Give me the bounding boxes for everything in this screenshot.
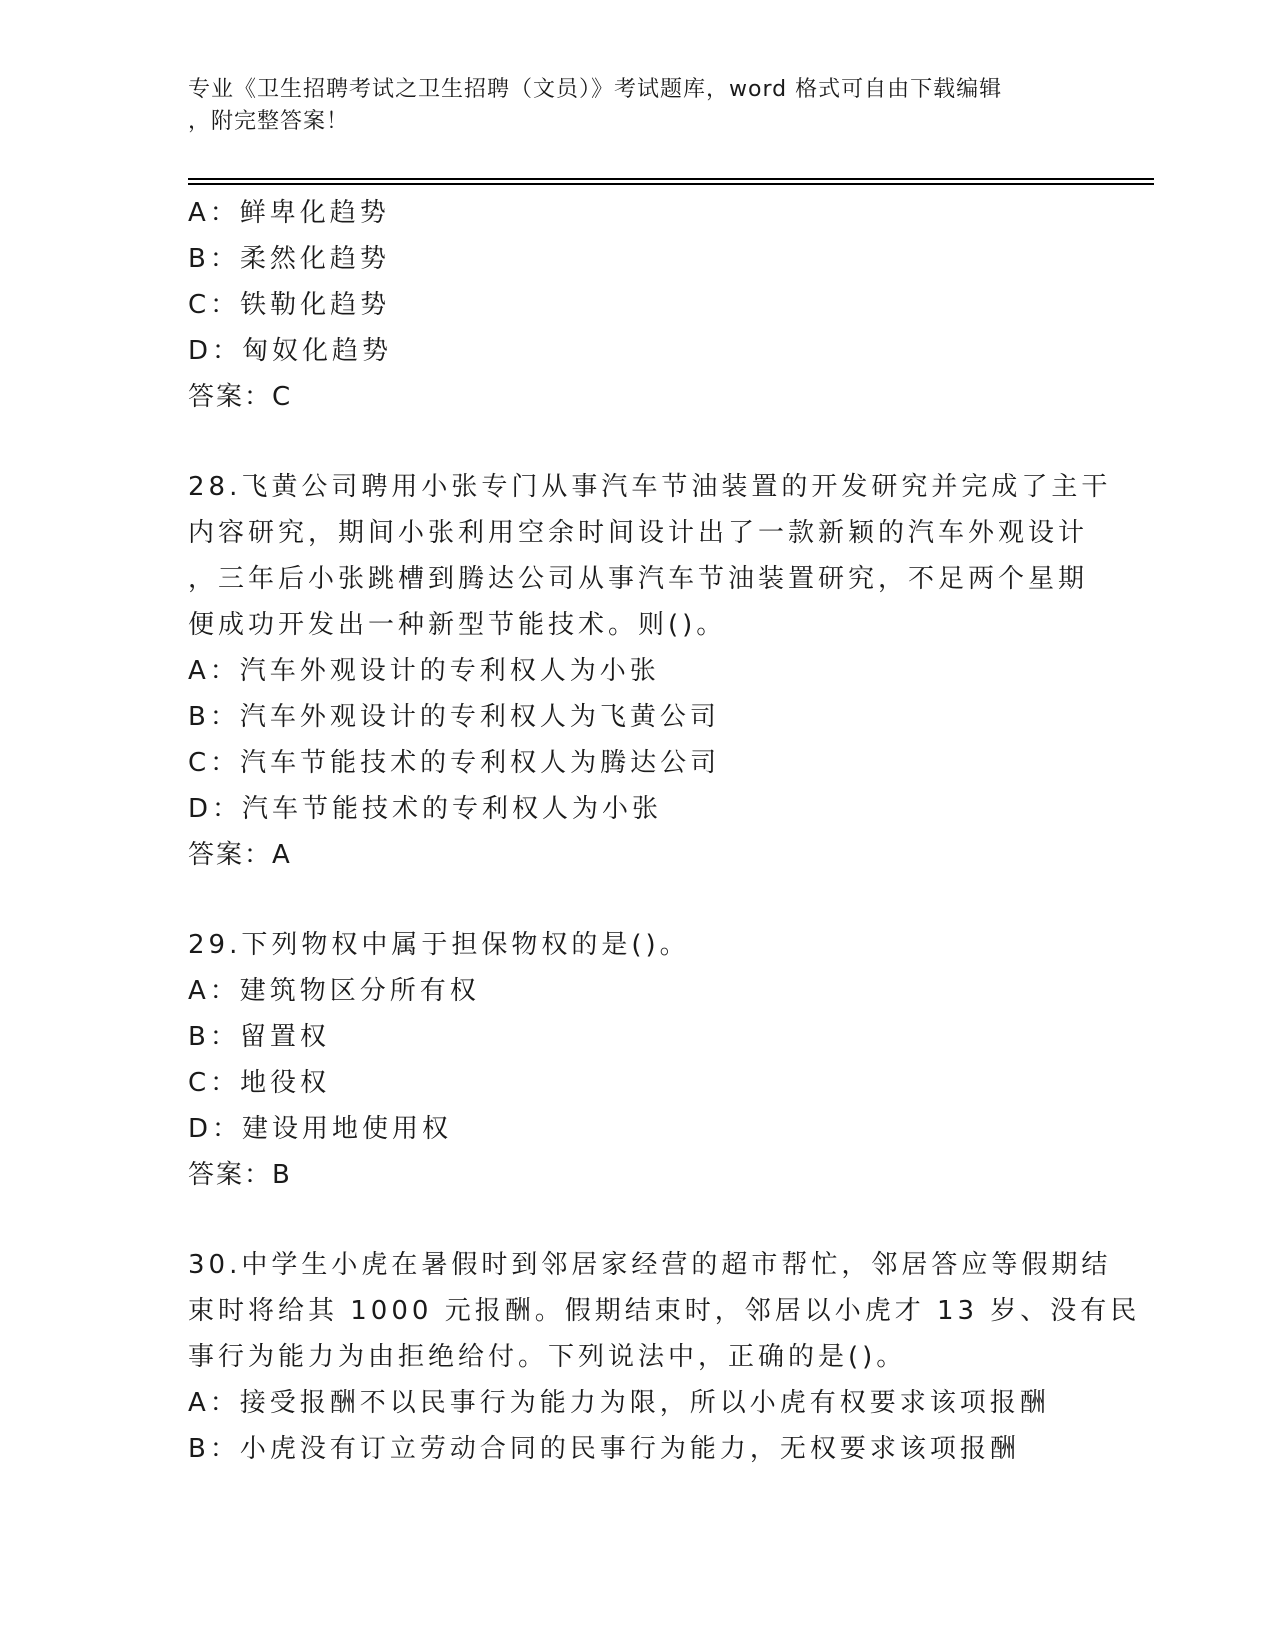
option-c: C：铁勒化趋势 xyxy=(188,290,391,320)
option-c: C：汽车节能技术的专利权人为腾达公司 xyxy=(188,748,721,778)
option-b: B：留置权 xyxy=(188,1022,330,1052)
option-d: D：汽车节能技术的专利权人为小张 xyxy=(188,794,663,824)
header-line-1: 专业《卫生招聘考试之卫生招聘（文员）》考试题库，word 格式可自由下载编辑 xyxy=(188,77,1003,102)
question-30 xyxy=(188,1242,1141,1472)
header-divider-bottom xyxy=(188,183,1154,185)
answer: 答案：A xyxy=(188,840,292,870)
spacer xyxy=(188,420,1088,464)
option-b: B：汽车外观设计的专利权人为飞黄公司 xyxy=(188,702,720,732)
option-a: A：接受报酬不以民事行为能力为限，所以小虎有权要求该项报酬 xyxy=(188,1388,1050,1418)
spacer xyxy=(188,1198,1088,1242)
question-27 xyxy=(188,190,1088,420)
answer: 答案：C xyxy=(188,382,293,412)
question-stem-line: 束时将给其 1000 元报酬。假期结束时，邻居以小虎才 13 岁、没有民 xyxy=(188,1296,1141,1326)
question-stem-line: 内容研究，期间小张利用空余时间设计出了一款新颖的汽车外观设计 xyxy=(188,518,1089,548)
option-d: D：匈奴化趋势 xyxy=(188,336,393,366)
question-stem-line: ，三年后小张跳槽到腾达公司从事汽车节油装置研究，不足两个星期 xyxy=(188,564,1089,594)
option-a: A：汽车外观设计的专利权人为小张 xyxy=(188,656,660,686)
question-list xyxy=(188,190,1141,1472)
question-stem-line: 便成功开发出一种新型节能技术。则()。 xyxy=(188,610,727,640)
option-b: B：小虎没有订立劳动合同的民事行为能力，无权要求该项报酬 xyxy=(188,1434,1020,1464)
answer: 答案：B xyxy=(188,1160,292,1190)
header-line-2: ，附完整答案！ xyxy=(188,109,350,134)
option-a: A：鲜卑化趋势 xyxy=(188,198,390,228)
option-c: C：地役权 xyxy=(188,1068,331,1098)
option-a: A：建筑物区分所有权 xyxy=(188,976,480,1006)
spacer xyxy=(188,878,1088,922)
header-divider-top xyxy=(188,178,1154,180)
question-stem-line: 事行为能力为由拒绝给付。下列说法中，正确的是()。 xyxy=(188,1342,907,1372)
question-stem-line: 28.飞黄公司聘用小张专门从事汽车节油装置的开发研究并完成了主干 xyxy=(188,472,1112,502)
question-29 xyxy=(188,922,1088,1198)
option-b: B：柔然化趋势 xyxy=(188,244,390,274)
question-stem-line: 30.中学生小虎在暑假时到邻居家经营的超市帮忙，邻居答应等假期结 xyxy=(188,1250,1112,1280)
question-stem-line: 29.下列物权中属于担保物权的是()。 xyxy=(188,930,690,960)
option-d: D：建设用地使用权 xyxy=(188,1114,453,1144)
question-28 xyxy=(188,464,1112,878)
document-header xyxy=(188,74,1088,138)
